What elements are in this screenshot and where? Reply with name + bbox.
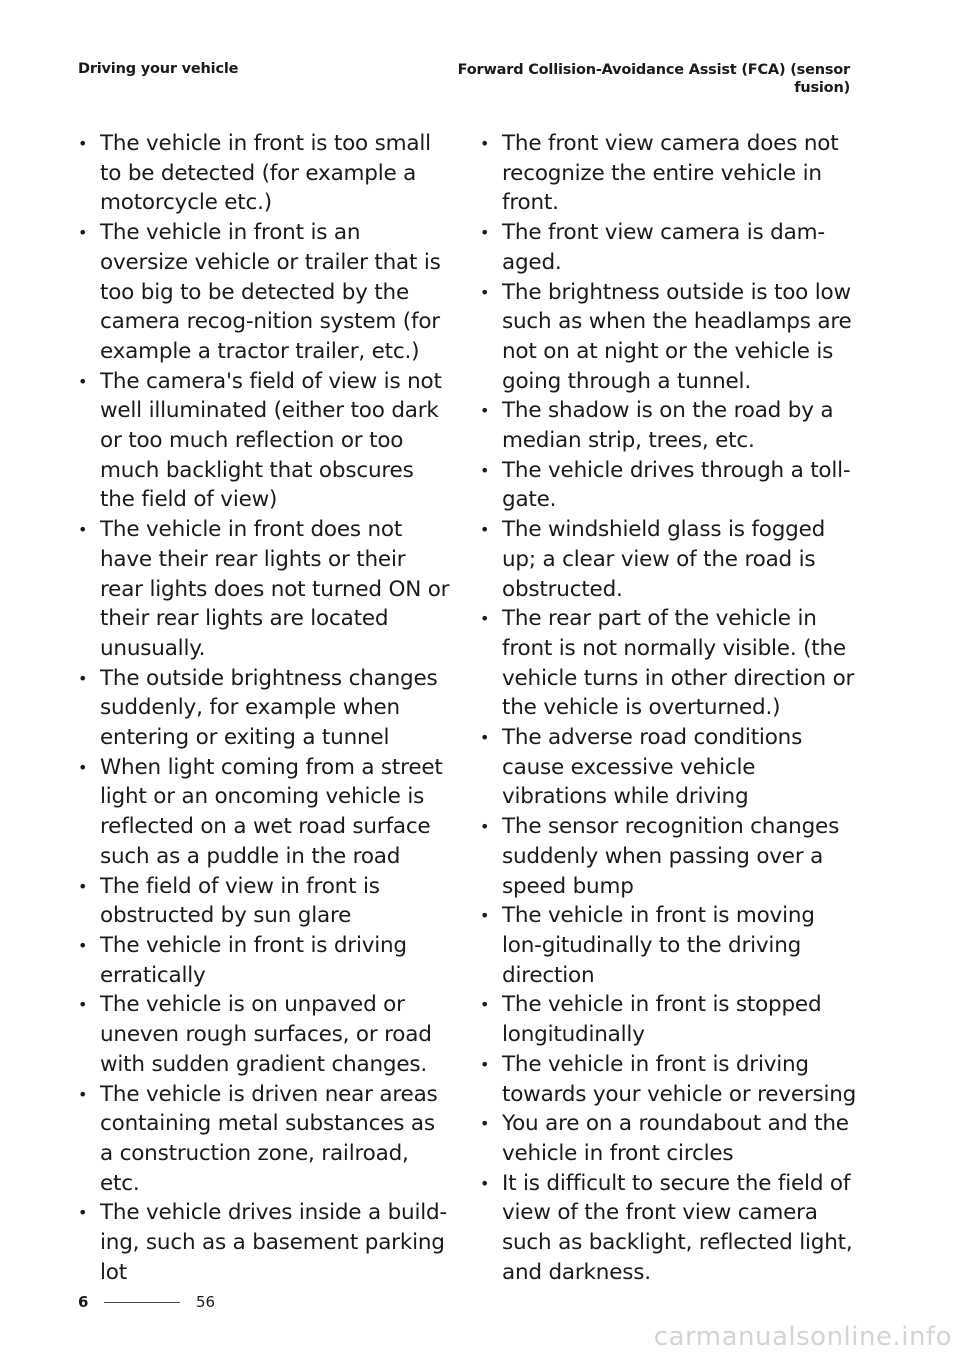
bullet-icon: • <box>480 223 490 243</box>
list-item <box>72 367 454 516</box>
list-item <box>474 396 860 455</box>
list-item-text: The vehicle in front is driving towards your vehicle or reversing <box>502 1051 857 1107</box>
list-item <box>72 931 454 990</box>
list-item-text: The vehicle in front is moving lon-gitudinally to the driving direction <box>502 903 815 988</box>
list-item-text: The windshield glass is fogged up; a clear view of the road is obstructed. <box>502 517 826 602</box>
list-item <box>474 990 860 1049</box>
list-item-text: The rear part of the vehicle in front is not normally visible. (the vehicle turns in other direction or the vehicle is overturned.) <box>502 606 855 721</box>
bullet-icon: • <box>78 876 88 896</box>
bullet-icon: • <box>78 1203 88 1223</box>
bullet-icon: • <box>78 668 88 688</box>
footer-divider <box>104 1302 180 1303</box>
list-item-text: It is difficult to secure the field of view of the front view camera such as backlight, reflected light, and darkness. <box>502 1170 853 1285</box>
list-item <box>474 218 860 277</box>
running-header-topic: Forward Collision-Avoidance Assist (FCA) (sensor fusion) <box>457 62 850 96</box>
list-item-text: The sensor recognition changes suddenly when passing over a speed bump <box>502 814 840 899</box>
bullet-icon: • <box>78 935 88 955</box>
list-item <box>72 753 454 872</box>
list-item <box>474 278 860 397</box>
bullet-icon: • <box>480 817 490 837</box>
list-item-text: The vehicle in front is stopped longitudinally <box>502 992 822 1048</box>
list-item <box>474 1050 860 1109</box>
bullet-icon: • <box>78 371 88 391</box>
list-item <box>72 1080 454 1199</box>
bullet-icon: • <box>480 401 490 421</box>
list-item <box>474 515 860 604</box>
list-item-text: The brightness outside is too low such as when the headlamps are not on at night or the vehicle is going through a tunnel. <box>502 279 852 394</box>
bullet-icon: • <box>78 995 88 1015</box>
list-item-text: The vehicle in front is too small to be detected (for example a motorcycle etc.) <box>100 131 431 216</box>
list-item <box>474 812 860 901</box>
list-item <box>72 129 454 218</box>
list-item-text: When light coming from a street light or an oncoming vehicle is reflected on a wet road surface such as a puddle in the road <box>100 754 443 869</box>
list-item <box>474 604 860 723</box>
bullet-icon: • <box>78 757 88 777</box>
list-item <box>72 218 454 367</box>
watermark-text: carmanualsonline.info <box>653 1322 952 1352</box>
left-column-list <box>72 129 454 1287</box>
list-item <box>72 664 454 753</box>
list-item-text: The vehicle in front does not have their rear lights or their rear lights does not turned ON or their rear lights are located unusually. <box>100 517 450 661</box>
bullet-icon: • <box>480 1114 490 1134</box>
bullet-icon: • <box>480 520 490 540</box>
right-column-list <box>474 129 860 1287</box>
bullet-icon: • <box>480 1173 490 1193</box>
bullet-icon: • <box>480 728 490 748</box>
list-item <box>72 990 454 1079</box>
list-item <box>72 1198 454 1287</box>
list-item-text: The front view camera is dam-aged. <box>502 220 825 275</box>
chapter-number: 6 <box>78 1293 89 1311</box>
list-item <box>474 456 860 515</box>
list-item <box>474 129 860 218</box>
list-item-text: The shadow is on the road by a median strip, trees, etc. <box>502 398 834 454</box>
bullet-icon: • <box>78 520 88 540</box>
bullet-icon: • <box>78 1084 88 1104</box>
bullet-icon: • <box>480 1054 490 1074</box>
list-item <box>72 515 454 664</box>
bullet-icon: • <box>480 906 490 926</box>
list-item-text: The outside brightness changes suddenly, for example when entering or exiting a tunnel <box>100 665 438 751</box>
list-item-text: The vehicle in front is driving erratically <box>100 932 407 988</box>
list-item-text: The vehicle drives through a toll-gate. <box>502 457 851 513</box>
bullet-icon: • <box>480 609 490 629</box>
bullet-icon: • <box>480 134 490 153</box>
bullet-icon: • <box>78 134 88 153</box>
list-item <box>474 723 860 812</box>
list-item-text: The vehicle in front is an oversize vehicle or trailer that is too big to be detected by the camera recog-nition system (for example a tractor trailer, etc.) <box>100 220 441 364</box>
list-item-text: The vehicle drives inside a build-ing, such as a basement parking lot <box>100 1200 447 1285</box>
list-item <box>72 872 454 931</box>
list-item-text: The field of view in front is obstructed by sun glare <box>100 873 380 929</box>
bullet-icon: • <box>480 460 490 480</box>
list-item-text: The vehicle is on unpaved or uneven rough surfaces, or road with sudden gradient changes. <box>100 992 432 1077</box>
list-item-text: The front view camera does not recognize the entire vehicle in front. <box>502 131 839 216</box>
bullet-icon: • <box>480 995 490 1015</box>
list-item-text: The camera's field of view is not well illuminated (either too dark or too much reflection or too much backlight that obscures the field of view) <box>100 368 442 513</box>
bullet-icon: • <box>480 282 490 302</box>
page-number: 56 <box>196 1293 216 1311</box>
list-item-text: The adverse road conditions cause excessive vehicle vibrations while driving <box>502 725 803 810</box>
list-item <box>474 1169 860 1288</box>
bullet-icon: • <box>78 223 88 243</box>
list-item-text: You are on a roundabout and the vehicle in front circles <box>502 1111 849 1166</box>
list-item <box>474 901 860 990</box>
list-item <box>474 1109 860 1168</box>
running-header-section: Driving your vehicle <box>78 61 239 77</box>
list-item-text: The vehicle is driven near areas containing metal substances as a construction zone, railroad, etc. <box>100 1081 438 1196</box>
